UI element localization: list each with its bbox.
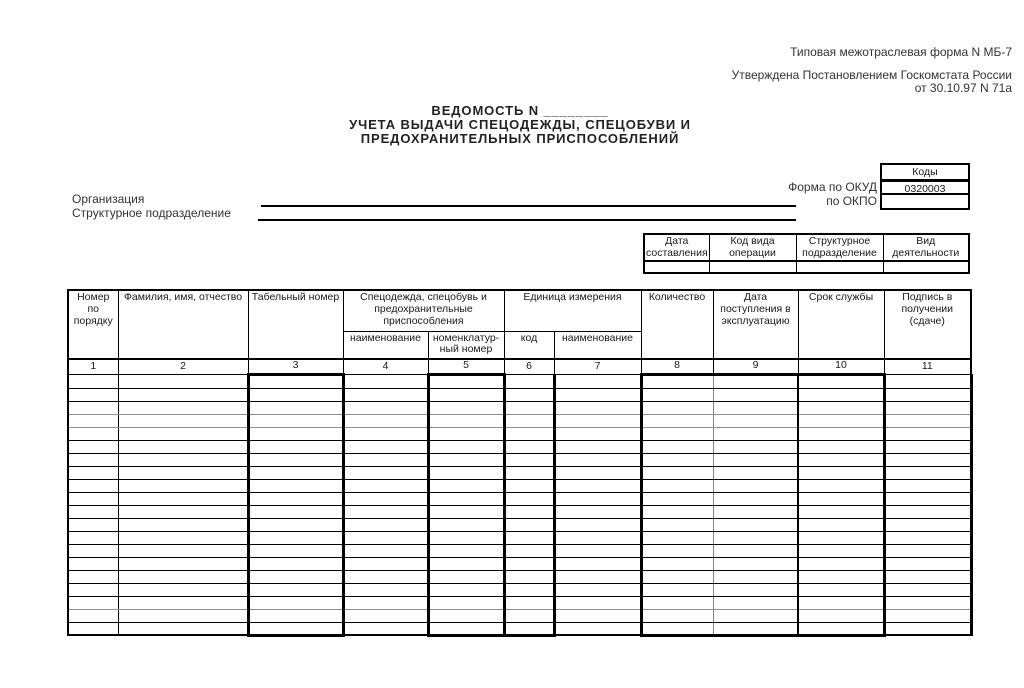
approval-date-line: от 30.10.97 N 71а (914, 81, 1012, 95)
empty-cell (343, 518, 428, 531)
empty-cell (118, 388, 248, 401)
empty-cell (248, 492, 343, 505)
empty-cell (798, 479, 884, 492)
codes-header: Коды (882, 165, 968, 180)
empty-cell (641, 479, 713, 492)
empty-cell (248, 596, 343, 609)
empty-cell (713, 388, 798, 401)
table-row (68, 414, 971, 427)
empty-cell (884, 401, 971, 414)
empty-cell (713, 492, 798, 505)
empty-cell (884, 505, 971, 518)
department-fill-line (258, 219, 796, 221)
empty-cell (884, 544, 971, 557)
empty-cell (68, 440, 118, 453)
info-header-operation-code: Код вида операции (709, 234, 796, 261)
empty-cell (343, 374, 428, 388)
empty-cell (68, 427, 118, 440)
empty-cell (798, 414, 884, 427)
empty-cell (641, 622, 713, 635)
empty-cell (504, 374, 554, 388)
empty-cell (713, 609, 798, 622)
empty-cell (428, 609, 504, 622)
empty-cell (68, 374, 118, 388)
document-title (16, 104, 1024, 146)
empty-cell (68, 544, 118, 557)
empty-cell (798, 583, 884, 596)
empty-cell (428, 453, 504, 466)
empty-cell (343, 440, 428, 453)
empty-cell (798, 570, 884, 583)
empty-cell (798, 609, 884, 622)
header-col-unit-code: код (504, 331, 554, 359)
empty-cell (248, 479, 343, 492)
empty-cell (713, 374, 798, 388)
empty-cell (504, 479, 554, 492)
empty-cell (641, 544, 713, 557)
empty-cell (343, 570, 428, 583)
empty-cell (884, 374, 971, 388)
empty-cell (798, 622, 884, 635)
header-col-service-start-date: Дата поступления в эксплуатацию (713, 290, 798, 359)
empty-cell (343, 401, 428, 414)
table-row (68, 479, 971, 492)
empty-cell (798, 531, 884, 544)
empty-cell (504, 596, 554, 609)
empty-cell (428, 570, 504, 583)
empty-cell (343, 414, 428, 427)
empty-cell (713, 414, 798, 427)
form-type-line: Типовая межотраслевая форма N МБ-7 (790, 45, 1012, 59)
empty-cell (428, 427, 504, 440)
empty-cell (713, 427, 798, 440)
empty-cell (118, 479, 248, 492)
empty-cell (68, 388, 118, 401)
empty-cell (68, 622, 118, 635)
empty-cell (428, 544, 504, 557)
empty-cell (641, 414, 713, 427)
empty-cell (641, 466, 713, 479)
table-row (68, 544, 971, 557)
empty-cell (884, 531, 971, 544)
empty-cell (884, 479, 971, 492)
empty-cell (504, 440, 554, 453)
header-col-unit-name: наименование (554, 331, 641, 359)
empty-cell (641, 570, 713, 583)
empty-cell (798, 388, 884, 401)
empty-cell (798, 401, 884, 414)
empty-cell (248, 453, 343, 466)
empty-cell (428, 505, 504, 518)
empty-cell (641, 388, 713, 401)
empty-cell (68, 414, 118, 427)
empty-cell (248, 427, 343, 440)
header-col-personnel-number: Табельный номер (248, 290, 343, 359)
empty-cell (504, 557, 554, 570)
info-table (643, 233, 970, 274)
empty-cell (118, 374, 248, 388)
empty-cell (118, 609, 248, 622)
empty-cell (68, 609, 118, 622)
header-row-1 (68, 290, 971, 331)
empty-cell (343, 622, 428, 635)
empty-cell (248, 401, 343, 414)
header-col-item-name: наименование (343, 331, 428, 359)
column-index: 10 (798, 359, 884, 374)
main-table-body (68, 374, 971, 635)
empty-cell (68, 505, 118, 518)
okud-label: Форма по ОКУД (788, 180, 877, 194)
empty-cell (118, 401, 248, 414)
empty-cell (248, 557, 343, 570)
empty-cell (428, 622, 504, 635)
empty-cell (343, 505, 428, 518)
empty-cell (504, 622, 554, 635)
approval-block (732, 46, 1012, 95)
empty-cell (641, 609, 713, 622)
empty-cell (68, 466, 118, 479)
column-number-row (68, 359, 971, 374)
empty-cell (343, 492, 428, 505)
empty-cell (343, 544, 428, 557)
empty-cell (884, 440, 971, 453)
table-row (68, 453, 971, 466)
empty-cell (641, 583, 713, 596)
empty-cell (641, 505, 713, 518)
empty-cell (713, 622, 798, 635)
empty-cell (713, 453, 798, 466)
header-group-unit: Единица измерения (504, 290, 641, 331)
empty-cell (554, 492, 641, 505)
empty-cell (884, 414, 971, 427)
info-value-date (644, 261, 709, 273)
table-row (68, 401, 971, 414)
empty-cell (884, 492, 971, 505)
empty-cell (428, 388, 504, 401)
main-table (67, 289, 973, 637)
column-index: 4 (343, 359, 428, 374)
title-line-2: УЧЕТА ВЫДАЧИ СПЕЦОДЕЖДЫ, СПЕЦОБУВИ И (349, 117, 691, 132)
empty-cell (118, 518, 248, 531)
empty-cell (248, 544, 343, 557)
empty-cell (118, 453, 248, 466)
column-index: 1 (68, 359, 118, 374)
empty-cell (118, 492, 248, 505)
empty-cell (248, 466, 343, 479)
table-row (68, 531, 971, 544)
info-header-activity: Вид деятельности (883, 234, 969, 261)
empty-cell (798, 440, 884, 453)
empty-cell (504, 505, 554, 518)
empty-cell (504, 453, 554, 466)
table-row (68, 570, 971, 583)
empty-cell (884, 388, 971, 401)
okud-code-cell: 0320003 (882, 180, 968, 195)
empty-cell (118, 427, 248, 440)
table-row (68, 622, 971, 635)
empty-cell (641, 492, 713, 505)
empty-cell (118, 414, 248, 427)
info-header-date: Дата составления (644, 234, 709, 261)
empty-cell (428, 557, 504, 570)
empty-cell (798, 544, 884, 557)
empty-cell (248, 570, 343, 583)
empty-cell (118, 622, 248, 635)
empty-cell (504, 570, 554, 583)
table-row (68, 583, 971, 596)
empty-cell (248, 518, 343, 531)
empty-cell (428, 583, 504, 596)
empty-cell (504, 544, 554, 557)
empty-cell (641, 453, 713, 466)
empty-cell (713, 544, 798, 557)
table-row (68, 466, 971, 479)
empty-cell (248, 388, 343, 401)
empty-cell (68, 583, 118, 596)
empty-cell (798, 518, 884, 531)
empty-cell (504, 492, 554, 505)
empty-cell (641, 557, 713, 570)
empty-cell (343, 583, 428, 596)
empty-cell (343, 453, 428, 466)
empty-cell (428, 531, 504, 544)
empty-cell (248, 440, 343, 453)
empty-cell (428, 440, 504, 453)
empty-cell (343, 557, 428, 570)
column-index: 11 (884, 359, 971, 374)
empty-cell (713, 583, 798, 596)
empty-cell (713, 596, 798, 609)
empty-cell (118, 505, 248, 518)
column-index: 7 (554, 359, 641, 374)
empty-cell (884, 622, 971, 635)
empty-cell (248, 505, 343, 518)
table-row (68, 609, 971, 622)
header-col-number: Номер по порядку (68, 290, 118, 359)
empty-cell (554, 440, 641, 453)
empty-cell (554, 374, 641, 388)
info-value-operation-code (709, 261, 796, 273)
empty-cell (554, 388, 641, 401)
info-header-row (644, 234, 969, 261)
empty-cell (343, 531, 428, 544)
empty-cell (68, 596, 118, 609)
empty-cell (118, 557, 248, 570)
empty-cell (554, 583, 641, 596)
empty-cell (713, 479, 798, 492)
empty-cell (713, 557, 798, 570)
empty-cell (428, 401, 504, 414)
table-row (68, 505, 971, 518)
column-index: 2 (118, 359, 248, 374)
empty-cell (343, 388, 428, 401)
header-col-quantity: Количество (641, 290, 713, 359)
empty-cell (428, 518, 504, 531)
empty-cell (504, 388, 554, 401)
empty-cell (118, 544, 248, 557)
empty-cell (343, 596, 428, 609)
empty-cell (554, 544, 641, 557)
empty-cell (884, 583, 971, 596)
empty-cell (554, 505, 641, 518)
table-row (68, 427, 971, 440)
empty-cell (554, 531, 641, 544)
empty-cell (428, 596, 504, 609)
empty-cell (713, 466, 798, 479)
empty-cell (798, 492, 884, 505)
empty-cell (641, 518, 713, 531)
table-row (68, 557, 971, 570)
empty-cell (554, 401, 641, 414)
empty-cell (118, 596, 248, 609)
empty-cell (554, 622, 641, 635)
info-value-row (644, 261, 969, 273)
empty-cell (248, 583, 343, 596)
empty-cell (713, 570, 798, 583)
okpo-label: по ОКПО (826, 194, 877, 208)
header-col-signature: Подпись в получении (сдаче) (884, 290, 971, 359)
empty-cell (118, 531, 248, 544)
empty-cell (713, 518, 798, 531)
empty-cell (641, 440, 713, 453)
empty-cell (343, 466, 428, 479)
empty-cell (713, 531, 798, 544)
empty-cell (554, 609, 641, 622)
empty-cell (428, 492, 504, 505)
column-index: 8 (641, 359, 713, 374)
header-group-workwear: Спецодежда, спецобувь и предохранительные приспособления (343, 290, 504, 331)
empty-cell (504, 401, 554, 414)
header-col-nomenclature-number: номенклатур-ный номер (428, 331, 504, 359)
empty-cell (428, 374, 504, 388)
empty-cell (343, 427, 428, 440)
info-value-activity (883, 261, 969, 273)
empty-cell (641, 596, 713, 609)
info-value-department (796, 261, 883, 273)
table-row (68, 388, 971, 401)
title-line-1: ВЕДОМОСТЬ N ________ (431, 103, 609, 118)
empty-cell (428, 466, 504, 479)
empty-cell (554, 570, 641, 583)
empty-cell (641, 531, 713, 544)
empty-cell (884, 609, 971, 622)
organization-fill-line (261, 205, 796, 207)
empty-cell (554, 453, 641, 466)
empty-cell (68, 557, 118, 570)
empty-cell (798, 427, 884, 440)
empty-cell (68, 570, 118, 583)
empty-cell (68, 492, 118, 505)
empty-cell (248, 531, 343, 544)
empty-cell (884, 453, 971, 466)
empty-cell (68, 479, 118, 492)
empty-cell (248, 622, 343, 635)
empty-cell (68, 518, 118, 531)
empty-cell (118, 570, 248, 583)
empty-cell (554, 518, 641, 531)
empty-cell (884, 518, 971, 531)
empty-cell (713, 505, 798, 518)
empty-cell (504, 518, 554, 531)
codes-box (880, 163, 970, 210)
empty-cell (884, 570, 971, 583)
empty-cell (504, 531, 554, 544)
empty-cell (248, 374, 343, 388)
empty-cell (798, 466, 884, 479)
empty-cell (554, 557, 641, 570)
empty-cell (248, 414, 343, 427)
header-col-service-life: Срок службы (798, 290, 884, 359)
column-index: 3 (248, 359, 343, 374)
empty-cell (554, 414, 641, 427)
empty-cell (641, 374, 713, 388)
empty-cell (504, 583, 554, 596)
header-col-name: Фамилия, имя, отчество (118, 290, 248, 359)
table-row (68, 440, 971, 453)
empty-cell (798, 505, 884, 518)
column-index: 5 (428, 359, 504, 374)
empty-cell (884, 596, 971, 609)
empty-cell (884, 427, 971, 440)
empty-cell (554, 427, 641, 440)
empty-cell (504, 427, 554, 440)
table-row (68, 596, 971, 609)
info-header-department: Структурное подразделение (796, 234, 883, 261)
empty-cell (713, 440, 798, 453)
table-row (68, 492, 971, 505)
empty-cell (884, 466, 971, 479)
empty-cell (118, 440, 248, 453)
empty-cell (118, 466, 248, 479)
empty-cell (68, 453, 118, 466)
empty-cell (504, 466, 554, 479)
empty-cell (713, 401, 798, 414)
empty-cell (68, 401, 118, 414)
empty-cell (554, 479, 641, 492)
empty-cell (641, 427, 713, 440)
empty-cell (798, 596, 884, 609)
empty-cell (798, 453, 884, 466)
title-line-3: ПРЕДОХРАНИТЕЛЬНЫХ ПРИСПОСОБЛЕНИЙ (360, 131, 680, 146)
empty-cell (118, 583, 248, 596)
empty-cell (428, 414, 504, 427)
empty-cell (798, 557, 884, 570)
empty-cell (641, 401, 713, 414)
okpo-code-cell (882, 195, 968, 208)
empty-cell (884, 557, 971, 570)
department-label: Структурное подразделение (72, 206, 231, 220)
table-row (68, 374, 971, 388)
approved-by-line: Утверждена Постановлением Госкомстата России (731, 68, 1012, 82)
empty-cell (554, 596, 641, 609)
organization-label: Организация (72, 192, 145, 206)
table-row (68, 518, 971, 531)
empty-cell (798, 374, 884, 388)
empty-cell (504, 414, 554, 427)
column-index: 6 (504, 359, 554, 374)
empty-cell (343, 479, 428, 492)
empty-cell (343, 609, 428, 622)
empty-cell (504, 609, 554, 622)
empty-cell (248, 609, 343, 622)
empty-cell (554, 466, 641, 479)
empty-cell (68, 531, 118, 544)
empty-cell (428, 479, 504, 492)
column-index: 9 (713, 359, 798, 374)
